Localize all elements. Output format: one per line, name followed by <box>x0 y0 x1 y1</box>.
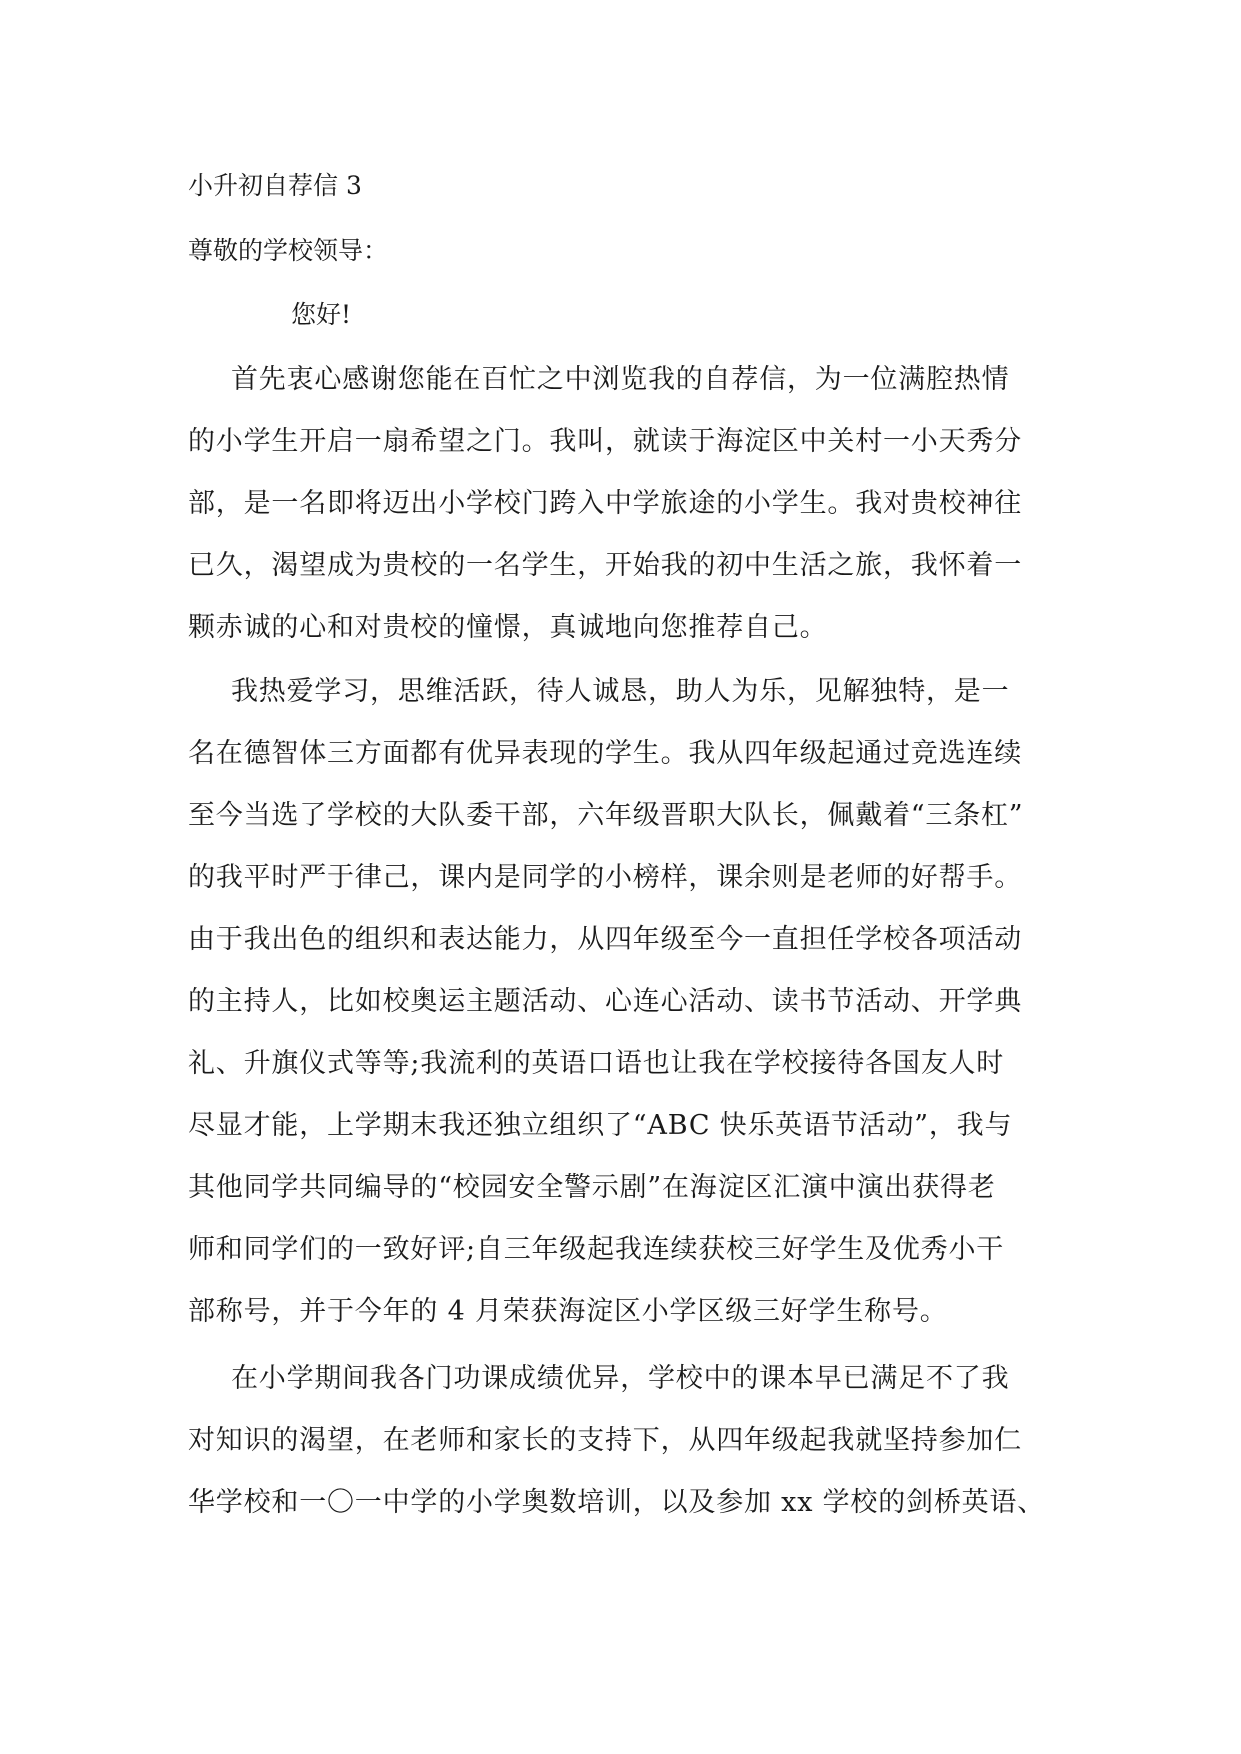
paragraph-line: 首先衷心感谢您能在百忙之中浏览我的自荐信，为一位满腔热情 <box>231 364 1010 395</box>
paragraph-line: 由于我出色的组织和表达能力，从四年级至今一直担任学校各项活动 <box>188 924 1022 955</box>
paragraph-intro <box>188 349 1058 659</box>
paragraph-line: 其他同学共同编导的“校园安全警示剧”在海淀区汇演中演出获得老 <box>188 1172 996 1203</box>
paragraph-line: 对知识的渴望，在老师和家长的支持下，从四年级起我就坚持参加仁 <box>188 1425 1022 1456</box>
paragraph-line: 在小学期间我各门功课成绩优异，学校中的课本早已满足不了我 <box>231 1363 1010 1394</box>
salutation: 尊敬的学校领导： <box>188 236 389 265</box>
paragraph-line: 礼、升旗仪式等等;我流利的英语口语也让我在学校接待各国友人时 <box>188 1048 1005 1079</box>
paragraph-line: 华学校和一〇一中学的小学奥数培训，以及参加 xx 学校的剑桥英语、 <box>188 1487 1046 1518</box>
paragraph-line: 已久，渴望成为贵校的一名学生，开始我的初中生活之旅，我怀着一 <box>188 550 1022 581</box>
paragraph-line: 的主持人，比如校奥运主题活动、心连心活动、读书节活动、开学典 <box>188 986 1022 1017</box>
greeting: 您好! <box>291 300 352 329</box>
paragraph-line: 部称号，并于今年的 4 月荣获海淀区小学区级三好学生称号。 <box>188 1296 948 1327</box>
document-title: 小升初自荐信 3 <box>188 171 362 200</box>
paragraph-line: 师和同学们的一致好评;自三年级起我连续获校三好学生及优秀小干 <box>188 1234 1005 1265</box>
paragraph-line: 的小学生开启一扇希望之门。我叫，就读于海淀区中关村一小天秀分 <box>188 426 1022 457</box>
paragraph-line: 至今当选了学校的大队委干部，六年级晋职大队长，佩戴着“三条杠” <box>188 800 1024 831</box>
paragraph-line: 我热爱学习，思维活跃，待人诚恳，助人为乐，见解独特，是一 <box>231 676 1010 707</box>
paragraph-line: 部，是一名即将迈出小学校门跨入中学旅途的小学生。我对贵校神往 <box>188 488 1022 519</box>
paragraph-line: 尽显才能，上学期末我还独立组织了“ABC 快乐英语节活动”，我与 <box>188 1110 1013 1141</box>
paragraph-line: 名在德智体三方面都有优异表现的学生。我从四年级起通过竞选连续 <box>188 738 1022 769</box>
paragraph-studies <box>188 1348 1058 1534</box>
paragraph-line: 颗赤诚的心和对贵校的憧憬，真诚地向您推荐自己。 <box>188 612 828 643</box>
paragraph-line: 的我平时严于律己，课内是同学的小榜样，课余则是老师的好帮手。 <box>188 862 1022 893</box>
paragraph-achievements <box>188 661 1058 1343</box>
